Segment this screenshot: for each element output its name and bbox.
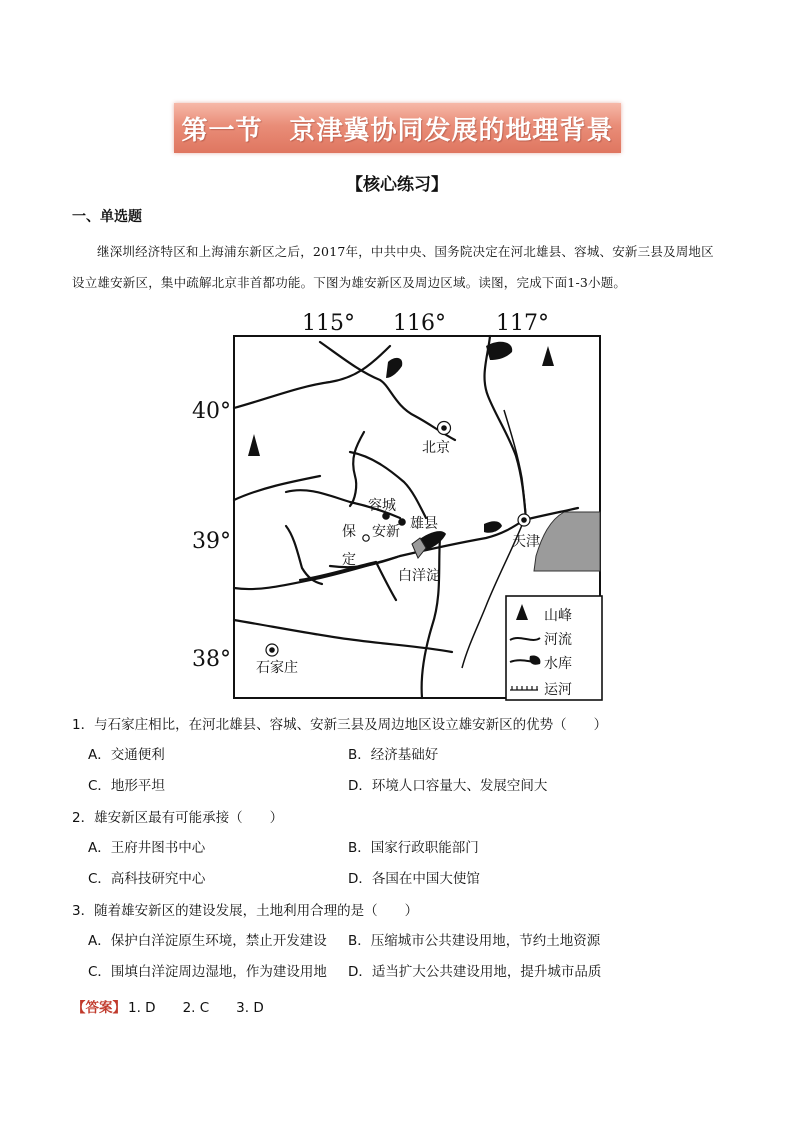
answer-text: 1. D 2. C 3. D xyxy=(128,1000,264,1016)
xiongan-map xyxy=(190,306,610,702)
map-label-shijiazhuang: 石家庄 xyxy=(256,660,298,676)
question-1 xyxy=(72,710,732,802)
option-a[interactable]: A．保护白洋淀原生环境，禁止开发建设 xyxy=(88,933,327,949)
option-b[interactable]: B．压缩城市公共建设用地，节约土地资源 xyxy=(348,933,601,949)
lat-label-39: 39° xyxy=(192,529,231,554)
map-label-rongcheng: 容城 xyxy=(368,498,396,514)
city-marker-tianjin xyxy=(522,518,526,522)
option-row xyxy=(72,771,732,802)
question-stem: 3．随着雄安新区的建设发展，土地利用合理的是（ ） xyxy=(72,903,419,919)
option-d[interactable]: D．环境人口容量大、发展空间大 xyxy=(348,778,548,794)
map-figure xyxy=(190,306,610,702)
option-c[interactable]: C．围填白洋淀周边湿地，作为建设用地 xyxy=(88,964,327,980)
answer-line xyxy=(72,996,264,1016)
legend-label-river: 河流 xyxy=(544,632,572,648)
option-b[interactable]: B．国家行政职能部门 xyxy=(348,840,479,856)
lon-label-116: 116° xyxy=(393,311,446,336)
option-row xyxy=(72,833,732,864)
legend-label-canal: 运河 xyxy=(544,682,572,698)
option-row xyxy=(72,864,732,895)
legend-label-peak: 山峰 xyxy=(544,608,572,624)
lon-label-117: 117° xyxy=(496,311,549,336)
map-label-beijing: 北京 xyxy=(422,440,450,456)
section-subtitle: 【核心练习】 xyxy=(346,175,448,195)
option-row xyxy=(72,957,732,988)
lon-label-115: 115° xyxy=(302,311,355,336)
title-banner xyxy=(174,103,621,153)
option-d[interactable]: D．各国在中国大使馆 xyxy=(348,871,480,887)
map-label-anxin: 安新 xyxy=(372,524,400,540)
city-marker-beijing xyxy=(442,426,446,430)
map-label-xiongxian: 雄县 xyxy=(410,516,438,532)
lat-label-38: 38° xyxy=(192,647,231,672)
legend-label-reservoir: 水库 xyxy=(544,656,572,672)
question-3 xyxy=(72,896,732,988)
reading-passage: 继深圳经济特区和上海浦东新区之后，2017年，中共中央、国务院决定在河北雄县、容城、安新三县及周地区设立雄安新区，集中疏解北京非首都功能。下图为雄安新区及周边区域。读图，完成下面1-3小题。 xyxy=(72,244,714,290)
option-row xyxy=(72,740,732,771)
city-marker-shijiazhuang xyxy=(270,648,274,652)
page-title: 第一节 京津冀协同发展的地理背景 xyxy=(181,115,614,146)
answer-label: 【答案】 xyxy=(72,1000,126,1016)
option-d[interactable]: D．适当扩大公共建设用地，提升城市品质 xyxy=(348,964,602,980)
question-type-heading: 一、单选题 xyxy=(72,209,142,225)
question-2 xyxy=(72,803,732,895)
option-c[interactable]: C．高科技研究中心 xyxy=(88,871,206,887)
map-label-tianjin: 天津 xyxy=(512,534,540,550)
city-marker-baoding xyxy=(363,535,369,541)
option-a[interactable]: A．王府井图书中心 xyxy=(88,840,206,856)
option-b[interactable]: B．经济基础好 xyxy=(348,747,439,763)
map-label-baoding-2: 定 xyxy=(342,552,356,568)
option-a[interactable]: A．交通便利 xyxy=(88,747,165,763)
option-c[interactable]: C．地形平坦 xyxy=(88,778,165,794)
map-label-baoding-1: 保 xyxy=(342,524,356,540)
question-stem: 2．雄安新区最有可能承接（ ） xyxy=(72,810,284,826)
question-stem: 1．与石家庄相比，在河北雄县、容城、安新三县及周边地区设立雄安新区的优势（ ） xyxy=(72,717,608,733)
lat-label-40: 40° xyxy=(192,399,231,424)
option-row xyxy=(72,926,732,957)
map-label-baiyangdian: 白洋淀 xyxy=(398,568,440,584)
